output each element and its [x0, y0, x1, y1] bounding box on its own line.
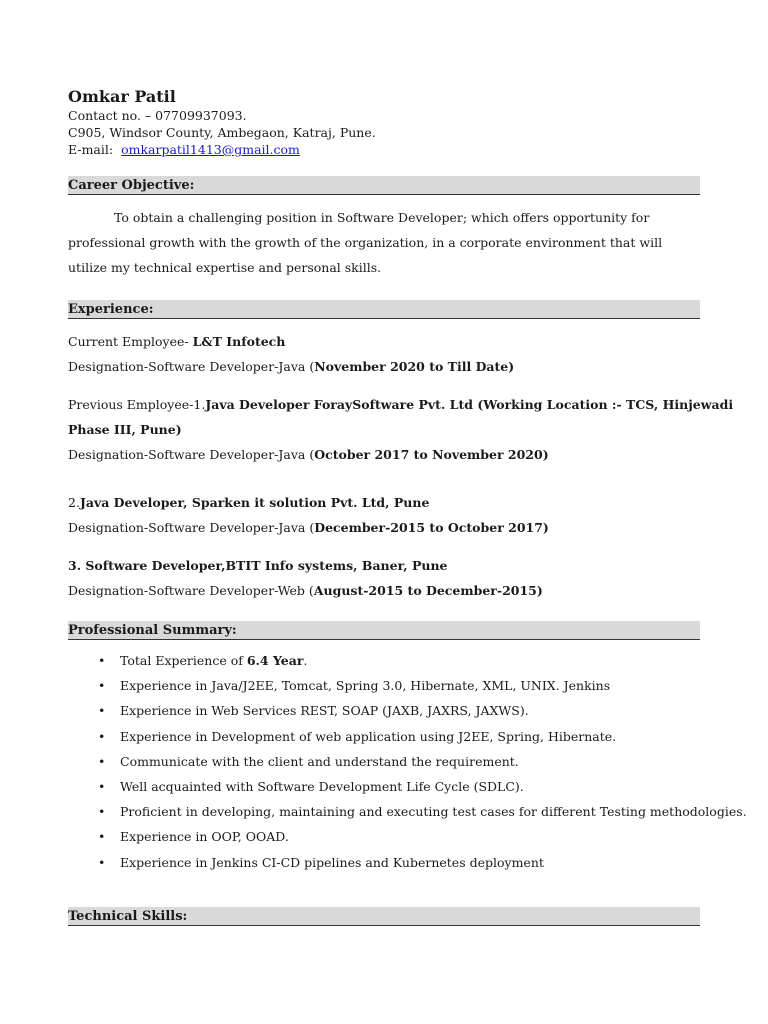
- bullet-icon: •: [98, 703, 106, 719]
- second-employer: [68, 494, 429, 512]
- designation-label: Designation-Software Developer-Java (: [68, 447, 315, 462]
- third-company: 3. Software Developer,BTIT Info systems, Baner, Pune: [68, 558, 448, 573]
- second-period: December-2015 to October 2017): [314, 520, 549, 535]
- previous-employee: [68, 396, 733, 414]
- list-item: [68, 728, 747, 753]
- total-experience-label: Total Experience of: [120, 653, 247, 668]
- technical-skills-heading: Technical Skills:: [68, 907, 700, 926]
- list-item: [68, 753, 747, 778]
- second-designation: [68, 519, 549, 537]
- bullet-icon: •: [98, 854, 106, 870]
- career-objective-text: [68, 205, 700, 280]
- list-item-text: Experience in Web Services REST, SOAP (JAXB, JAXRS, JAXWS).: [120, 703, 529, 719]
- previous-employee-cont: [68, 421, 182, 439]
- previous-designation: [68, 446, 549, 464]
- second-company: Java Developer, Sparken it solution Pvt. Ltd, Pune: [79, 495, 430, 510]
- list-item: [68, 854, 747, 879]
- email-label: E-mail:: [68, 142, 114, 157]
- designation-label: Designation-Software Developer-Java (: [68, 520, 315, 535]
- list-item: [68, 828, 747, 853]
- list-item: [68, 677, 747, 702]
- address: C905, Windsor County, Ambegaon, Katraj, Pune.: [68, 125, 376, 140]
- list-item-text: Communicate with the client and understand the requirement.: [120, 753, 519, 769]
- list-item: [68, 702, 747, 727]
- third-designation: [68, 582, 543, 600]
- email-link[interactable]: omkarpatil1413@gmail.com: [121, 142, 300, 157]
- previous-company-location: Phase III, Pune): [68, 422, 182, 437]
- bullet-icon: •: [98, 804, 106, 820]
- third-employer: [68, 557, 448, 575]
- contact-number: Contact no. – 07709937093.: [68, 108, 247, 123]
- current-employee: [68, 333, 285, 351]
- list-item-text: Well acquainted with Software Development Life Cycle (SDLC).: [120, 778, 524, 794]
- list-item-text: Proficient in developing, maintaining and executing test cases for different Testing methodologies.: [120, 804, 747, 820]
- current-employee-label: Current Employee-: [68, 334, 193, 349]
- bullet-icon: •: [98, 728, 106, 744]
- list-item-text: Experience in Jenkins CI-CD pipelines and Kubernetes deployment: [120, 854, 544, 870]
- designation-label: Designation-Software Developer-Web (: [68, 583, 314, 598]
- bullet-icon: •: [98, 678, 106, 694]
- list-item: [68, 803, 747, 828]
- bullet-icon: •: [98, 753, 106, 769]
- summary-list: [68, 652, 747, 879]
- bullet-icon: •: [98, 778, 106, 794]
- previous-company: Java Developer ForaySoftware Pvt. Ltd (Working Location :- TCS, Hinjewadi: [205, 397, 734, 412]
- list-item: [68, 652, 747, 677]
- career-objective-body: To obtain a challenging position in Software Developer; which offers opportunity for professional growth with the growth of the organization, in a corporate environment that will utilize my technical expertise and personal skills.: [68, 210, 663, 275]
- previous-period: October 2017 to November 2020): [314, 447, 549, 462]
- career-objective-heading: Career Objective:: [68, 176, 700, 195]
- list-item-text: Experience in Development of web application using J2EE, Spring, Hibernate.: [120, 728, 617, 744]
- list-item-text: Experience in OOP, OOAD.: [120, 829, 289, 845]
- designation-label: Designation-Software Developer-Java (: [68, 359, 315, 374]
- list-item-text: Experience in Java/J2EE, Tomcat, Spring 3.0, Hibernate, XML, UNIX. Jenkins: [120, 678, 611, 694]
- current-period: November 2020 to Till Date): [314, 359, 515, 374]
- professional-summary-heading: Professional Summary:: [68, 621, 700, 640]
- experience-heading: Experience:: [68, 300, 700, 319]
- candidate-name: Omkar Patil: [68, 87, 176, 106]
- second-employer-number: 2.: [68, 495, 80, 510]
- current-company: L&T Infotech: [192, 334, 286, 349]
- bullet-icon: •: [98, 829, 106, 845]
- email-line: [68, 142, 300, 157]
- total-experience-value: 6.4 Year: [246, 653, 304, 668]
- current-designation: [68, 358, 514, 376]
- total-experience-suffix: .: [303, 653, 308, 668]
- previous-employee-label: Previous Employee-1.: [68, 397, 206, 412]
- third-period: August-2015 to December-2015): [313, 583, 543, 598]
- bullet-icon: •: [98, 653, 106, 668]
- list-item: [68, 778, 747, 803]
